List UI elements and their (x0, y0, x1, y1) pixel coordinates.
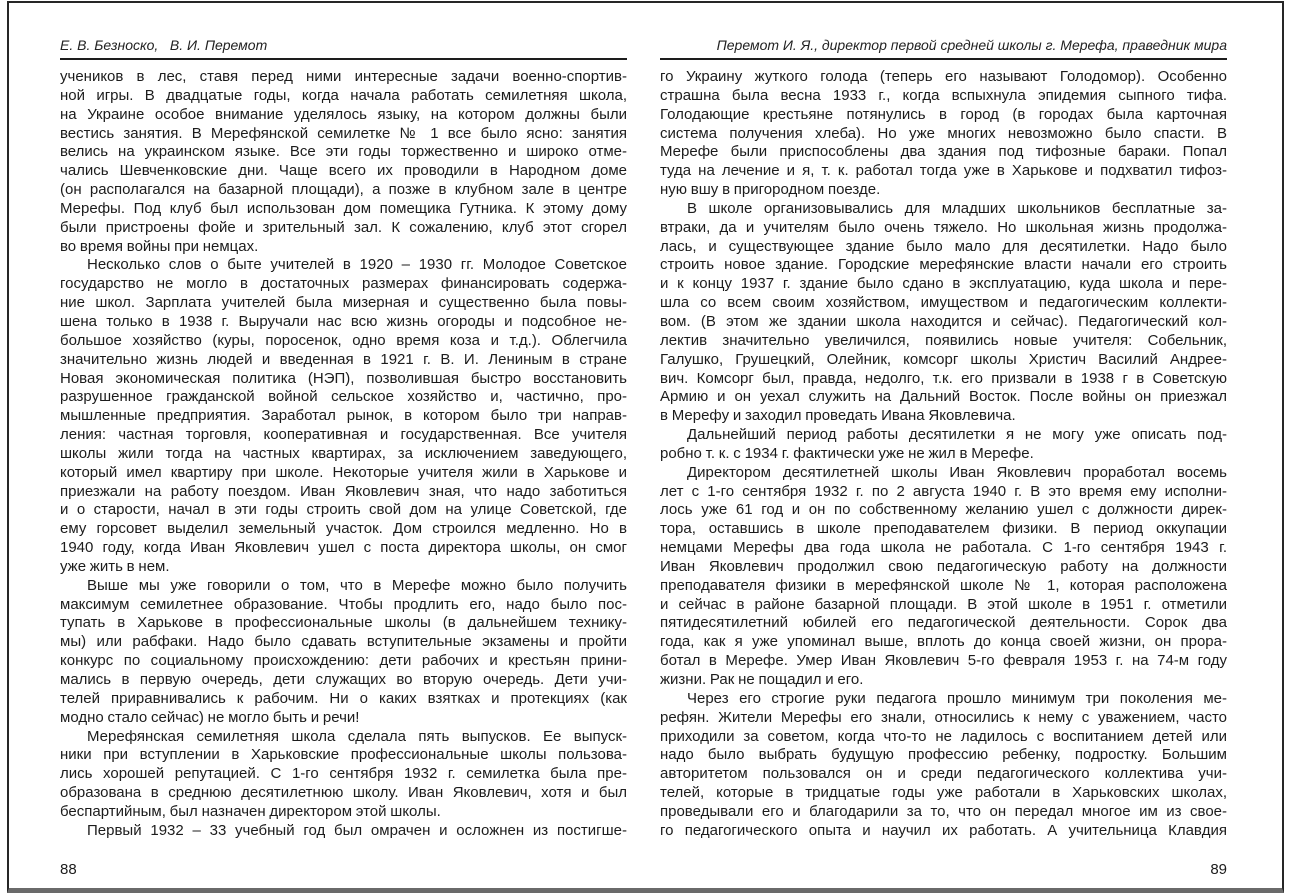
paragraph (60, 728, 627, 822)
text-line: надо было выбрать будущую профессию ребенку, подростку. Большим (660, 746, 1227, 764)
text-line: образована в среднюю десятилетнюю школу. Иван Яковлевич, хотя и был (60, 784, 627, 802)
text-line: туда на лечение и я, т. к. работал тогда уже в Харькове и подхватил тифоз- (660, 162, 1227, 180)
text-line: модно стало сейчас) не могло быть и речи! (60, 708, 360, 726)
text-line: Первый 1932 – 33 учебный год был омрачен и осложнен из постигше- (87, 821, 627, 839)
text-line: который имел квартиру при школе. Некоторые учителя жили в Харькове и (60, 463, 627, 481)
text-line: уже жить в нем. (60, 557, 170, 575)
text-line: большое хозяйство (куры, поросенок, одно время коза и т.д.). Облегчила (60, 331, 627, 349)
text-line: ботал в Мерефе. Умер Иван Яковлевич 5-го февраля 1953 г. на 74-м году (660, 652, 1227, 670)
text-line: втраки, да и учителям было очень тяжело. Но школьная жизнь продолжа- (660, 218, 1227, 236)
text-line: разрушенное гражданской войной сельское хозяйство и, частично, про- (60, 388, 627, 406)
text-line: система получения хлеба). Но уже многих невозможно было спасти. В (660, 124, 1227, 142)
header-rule-left (60, 58, 627, 60)
text-line: были пристроены фойе и зрительный зал. К сожалению, клуб этот сгорел (60, 218, 627, 236)
text-line: В школе организовывались для младших школьников бесплатные за- (687, 199, 1227, 217)
text-line: проведывали его и благодарили за то, что он передал многое им из свое- (660, 802, 1227, 820)
text-line: шена только в 1938 г. Выручали нас всю жизнь огороды и подсобное не- (60, 312, 627, 330)
text-line: максимум семилетнее образование. Чтобы продлить его, надо было пос- (60, 595, 627, 613)
text-line: пятидесятилетний юбилей его педагогической деятельности. Сорок два (660, 614, 1227, 632)
text-line: на Украине особое внимание уделялось языку, на котором должны были (60, 105, 627, 123)
text-line: Дальнейший период работы десятилетки я не могу уже описать под- (687, 426, 1227, 444)
text-line: ления: частная торговля, кооперативная и государственная. Все учителя (60, 426, 627, 444)
text-line: и к концу 1937 г. здание было сдано в эксплуатацию, куда школа и пере- (660, 275, 1227, 293)
text-line: шла со всем своим хозяйством, имуществом и педагогическим коллекти- (660, 294, 1227, 312)
text-line: во время войны при немцах. (60, 237, 259, 255)
text-line: тупать в Харькове в профессиональные школы (в дальнейшем технику- (60, 614, 627, 632)
paragraph (660, 426, 1227, 464)
text-line: Галушко, Грушецкий, Олейник, комсорг школы Христич Василий Андрее- (660, 350, 1227, 368)
text-line: Выше мы уже говорили о том, что в Мерефе можно было получить (87, 576, 627, 594)
text-line: мы) или рабфаки. Надо было сдавать вступительные экзамены и пройти (60, 633, 627, 651)
text-line: велись на украинском языке. Все эти годы торжественно и широко отме- (60, 143, 627, 161)
text-line: Мерефе были приспособлены два здания под тифозные бараки. Попал (660, 143, 1227, 161)
text-line: значительно жизнь людей и введенная в 1921 г. В. И. Лениным в стране (60, 350, 627, 368)
text-line: лись хорошей репутацией. С 1-го сентября 1932 г. семилетка была пре- (60, 765, 627, 783)
text-line: Армию и он уехал служить на Дальний Восток. После войны он приезжал (660, 388, 1227, 406)
text-line: и о старости, начал в эти годы строить свой дом на улице Советской, где (60, 501, 627, 519)
text-line: школы жили тогда на частных квартирах, за исключением заведующего, (60, 444, 627, 462)
text-line: телей приравнивались к рабочим. Ни о каких взятках и протекциях (как (60, 689, 627, 707)
text-line: рефян. Жители Мерефы его знали, относились к нему с уважением, часто (660, 708, 1227, 726)
text-line: и сейчас в районе базарной площади. В этой школе в 1951 г. отметили (660, 595, 1227, 613)
paragraph (660, 464, 1227, 690)
text-line: лось уже 61 год и он по собственному желанию ушел с должности дирек- (660, 501, 1227, 519)
text-line: тора, оставшись в школе преподавателем физики. В период оккупации (660, 520, 1227, 538)
text-line: Иван Яковлевич продолжил свою педагогическую работу на должности (660, 557, 1227, 575)
text-line: чались Шевченковские дни. Чаще всего их проводили в Народном доме (60, 162, 627, 180)
text-line: го педагогического опыта и научил их работать. А учительница Клавдия (660, 821, 1227, 839)
text-line: года, как я уже упоминал выше, вплоть до конца своей жизни, он прора- (660, 633, 1227, 651)
paragraph (60, 68, 627, 256)
text-line: немцами Мерефы два года школа не работала. С 1-го сентября 1943 г. (660, 539, 1227, 557)
paragraph (660, 68, 1227, 200)
page-left (60, 38, 627, 841)
text-line: авторитетом пользовался он и среди педагогического коллектива учи- (660, 765, 1227, 783)
text-line: лектив значительно увеличился, появились новые учителя: Собельник, (660, 331, 1227, 349)
text-line: вестись занятия. В Мерефянской семилетке № 1 все было ясно: занятия (60, 124, 627, 142)
page-number-right: 89 (1210, 861, 1227, 878)
text-line: Через его строгие руки педагога прошло минимум три поколения ме- (687, 689, 1227, 707)
text-line: мались в первую очередь, дети служащих во вторую очередь. Дети учи- (60, 671, 627, 688)
text-line: ние школ. Зарплата учителей была мизерная и существенно была повы- (60, 294, 627, 312)
body-text-right (660, 68, 1227, 841)
text-line: беспартийным, был назначен директором этой школы. (60, 802, 441, 820)
text-line: жизни. Рак не пощадил и его. (660, 671, 864, 688)
text-line: телей, которые в тридцатые годы уже работали в Харьковских школах, (660, 784, 1227, 802)
paragraph (60, 822, 627, 841)
text-line: страшна была весна 1933 г., когда вспыхнула эпидемия сыпного тифа. (660, 86, 1227, 104)
text-line: го Украину жуткого голода (теперь его называют Голодомор). Особенно (660, 68, 1227, 85)
text-line: ную вшу в пригородном поезде. (660, 181, 881, 199)
text-line: приезжали на работу поездом. Иван Яковлевич зная, что надо заботиться (60, 482, 627, 500)
paragraph (660, 690, 1227, 841)
text-line: государство не могло в достаточных размерах финансировать содержа- (60, 275, 627, 293)
text-line: мышленные предприятия. Заработал рынок, в котором было три направ- (60, 407, 627, 425)
header-rule-right (660, 58, 1227, 60)
text-line: в Мерефу и заходил проведать Ивана Яковлевича. (660, 407, 1016, 425)
text-line: преподавателя физики в мерефянской школе № 1, которая расположена (660, 576, 1227, 594)
text-line: Директором десятилетней школы Иван Яковлевич проработал восемь (687, 463, 1227, 481)
paragraph (60, 577, 627, 728)
text-line: приходили за советом, когда что-то не ладилось с воспитанием детей или (660, 727, 1227, 745)
text-line: ной игры. В двадцатые годы, когда начала работать семилетняя школа, (60, 86, 627, 104)
text-line: конкурс по социальному происхождению: дети рабочих и крестьян прини- (60, 652, 627, 670)
page-right (660, 38, 1227, 841)
text-line: учеников в лес, ставя перед ними интересные задачи военно-спортив- (60, 68, 627, 85)
body-text-left (60, 68, 627, 841)
text-line: лет с 1-го сентября 1932 г. по 2 августа 1940 г. В это время ему исполни- (660, 482, 1227, 500)
page-number-left: 88 (60, 861, 77, 878)
text-line: вич. Комсорг был, правда, недолго, т.к. его призвали в 1938 г в Советскую (660, 369, 1227, 387)
text-line: Мерефы. Под клуб был использован дом помещика Гутника. К этому дому (60, 199, 627, 217)
text-line: (он располагался на базарной площади), а позже в клубном зале в центре (60, 181, 627, 199)
text-line: ники при вступлении в Харьковские профессиональные школы пользова- (60, 746, 627, 764)
text-line: робно т. к. с 1934 г. фактически уже не жил в Мерефе. (660, 444, 1034, 462)
text-line: ему горсовет выделил земельный участок. Дом строился медленно. Но в (60, 520, 627, 538)
text-line: Мерефянская семилетняя школа сделала пять выпусков. Ее выпуск- (87, 727, 627, 745)
text-line: Новая экономическая политика (НЭП), позволившая быстро восстановить (60, 369, 627, 387)
running-header-right: Перемот И. Я., директор первой средней школы г. Мерефа, праведник мира (716, 37, 1227, 53)
running-header-left: Е. В. Безноско, В. И. Перемот (60, 37, 268, 53)
text-line: Несколько слов о быте учителей в 1920 – 1930 гг. Молодое Советское (87, 256, 627, 274)
text-line: 1940 году, когда Иван Яковлевич ушел с поста директора школы, он смог (60, 539, 627, 557)
text-line: строить новое здание. Городские мерефянские власти начали его строить (660, 256, 1227, 274)
paragraph (660, 200, 1227, 426)
text-line: вом. (В этом же здании школа находится и сейчас). Педагогический кол- (660, 312, 1227, 330)
text-line: Голодающие крестьяне потянулись в город (в городах была карточная (660, 105, 1227, 123)
text-line: лась, и существующее здание было мало для десятилетки. Надо было (660, 237, 1227, 255)
paragraph (60, 256, 627, 576)
